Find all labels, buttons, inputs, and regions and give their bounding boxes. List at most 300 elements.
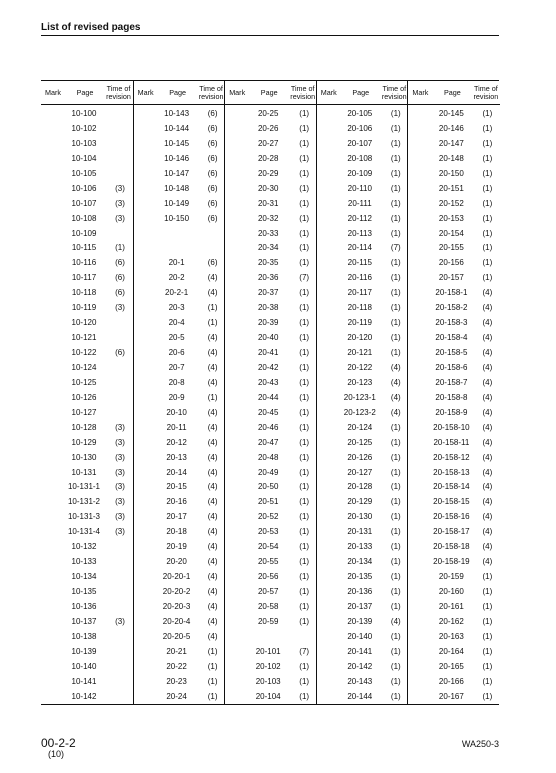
table-row (41, 660, 133, 675)
revision-cell: (6) (115, 288, 125, 298)
revision-cell: (1) (299, 348, 310, 357)
revision-cell: (6) (207, 213, 218, 223)
page-cell: 20-20-4 (162, 616, 191, 626)
page-cell: 20-158-3 (435, 318, 468, 328)
revision-cell: (1) (390, 153, 401, 163)
revision-cell: (1) (390, 542, 401, 552)
revision-cell: (1) (390, 303, 401, 313)
page-title: List of revised pages (41, 22, 141, 33)
table-row (225, 182, 317, 197)
revision-cell: (1) (482, 676, 493, 686)
revision-cell: (1) (207, 303, 218, 313)
table-row (408, 480, 500, 495)
table-row (408, 451, 500, 466)
page-cell: 20-20-2 (162, 587, 191, 596)
page-cell: 20-146 (438, 123, 464, 133)
table-row (225, 107, 317, 122)
page-cell: 20-37 (257, 288, 279, 298)
revision-cell: (1) (482, 631, 493, 641)
table-row (41, 256, 133, 271)
table-row (134, 436, 226, 451)
table-row (134, 361, 226, 376)
page-cell: 10-143 (164, 109, 190, 118)
page-cell: 10-105 (71, 168, 97, 178)
page-cell: 20-55 (257, 557, 279, 567)
table-row (408, 391, 500, 406)
table-row (41, 421, 133, 436)
table-row (225, 525, 317, 540)
table-row (225, 540, 317, 555)
table-row (317, 167, 409, 182)
revision-cell: (4) (482, 377, 493, 387)
header-mark: Mark (320, 87, 337, 97)
page-cell: 20-158-7 (435, 377, 468, 387)
revision-cell: (1) (390, 661, 401, 671)
revision-cell: (7) (299, 273, 310, 283)
page-cell: 20-165 (438, 661, 464, 671)
revision-cell: (1) (299, 168, 310, 178)
page-cell: 20-122 (347, 362, 373, 372)
page-cell: 20-101 (255, 646, 281, 656)
table-row (408, 406, 500, 421)
revision-cell: (4) (482, 362, 493, 372)
table-row (408, 316, 500, 331)
table-row (225, 241, 317, 256)
table-row (41, 301, 133, 316)
header-mark: Mark (137, 87, 154, 97)
revision-cell: (6) (207, 123, 218, 133)
page-cell: 10-139 (71, 646, 97, 656)
page-cell: 20-137 (347, 601, 373, 611)
revision-cell: (1) (482, 661, 493, 671)
table-row (134, 256, 226, 271)
page-cell: 10-107 (71, 198, 97, 208)
page-cell: 20-43 (257, 377, 279, 387)
table-row (225, 301, 317, 316)
table-row (225, 152, 317, 167)
revision-cell: (1) (299, 109, 310, 118)
page-cell: 20-123 (347, 377, 373, 387)
table-row (408, 286, 500, 301)
page-cell: 20-30 (257, 183, 279, 193)
page-cell: 20-156 (438, 258, 464, 268)
page-cell: 10-132 (71, 542, 97, 552)
table-row (134, 600, 226, 615)
table-row (317, 480, 409, 495)
table-row (225, 585, 317, 600)
revision-cell: (6) (207, 153, 218, 163)
page-cell: 20-57 (257, 587, 279, 596)
revision-cell: (7) (390, 243, 401, 253)
revision-cell: (1) (299, 482, 310, 492)
revision-cell: (4) (207, 572, 218, 582)
page-cell: 20-162 (438, 616, 464, 626)
table-row (317, 510, 409, 525)
page-cell: 20-47 (257, 437, 279, 447)
table-row (41, 152, 133, 167)
table-row (317, 525, 409, 540)
table-row (317, 645, 409, 660)
page-cell: 10-131-1 (67, 482, 101, 492)
page-cell: 20-17 (166, 512, 187, 522)
page-cell: 20-148 (438, 153, 464, 163)
revision-cell: (6) (207, 258, 218, 268)
page-cell: 20-41 (257, 348, 279, 357)
page-cell: 20-144 (347, 691, 373, 701)
column-header (408, 81, 500, 105)
revision-cell: (3) (115, 616, 125, 626)
table-row (41, 346, 133, 361)
table-row (317, 690, 409, 705)
table-row (41, 286, 133, 301)
revision-cell: (3) (115, 198, 125, 208)
table-row (408, 301, 500, 316)
revision-cell: (4) (207, 527, 218, 537)
table-row (317, 436, 409, 451)
revision-cell: (1) (482, 258, 493, 268)
table-row (317, 466, 409, 481)
page-cell: 20-150 (438, 168, 464, 178)
table-row (41, 391, 133, 406)
table-row (317, 256, 409, 271)
table-row (317, 152, 409, 167)
table-row (225, 510, 317, 525)
table-row (225, 271, 317, 286)
page-cell: 20-10 (166, 407, 187, 417)
revision-cell: (3) (115, 437, 125, 447)
revision-cell: (1) (299, 422, 310, 432)
revision-cell: (3) (115, 183, 125, 193)
table-row (134, 406, 226, 421)
revision-cell: (4) (207, 288, 218, 298)
page-cell: 20-23 (166, 676, 187, 686)
page-cell: 20-21 (166, 646, 187, 656)
table-row (317, 122, 409, 137)
revision-cell: (1) (390, 557, 401, 567)
page-cell: 20-52 (257, 512, 279, 522)
table-row (41, 376, 133, 391)
table-row (408, 645, 500, 660)
table-row (408, 167, 500, 182)
table-row (41, 361, 133, 376)
page-cell: 20-46 (257, 422, 279, 432)
table-row (134, 570, 226, 585)
page-cell: 10-146 (164, 153, 190, 163)
page-cell: 20-158-13 (433, 467, 470, 477)
page-cell: 10-118 (71, 288, 97, 298)
page-cell: 20-107 (347, 138, 373, 148)
revision-cell: (1) (207, 318, 218, 328)
page-cell: 20-159 (438, 572, 464, 582)
table-row (225, 660, 317, 675)
table-row (317, 361, 409, 376)
revision-cell: (1) (299, 288, 310, 298)
table-row (225, 167, 317, 182)
revision-cell: (3) (115, 303, 125, 313)
revision-cell: (1) (390, 676, 401, 686)
table-row (317, 212, 409, 227)
page-cell: 20-36 (257, 273, 279, 283)
revision-cell: (1) (390, 273, 401, 283)
revision-cell: (1) (299, 362, 310, 372)
page-cell: 20-158-10 (433, 422, 470, 432)
table-row (225, 256, 317, 271)
revision-cell: (4) (482, 467, 493, 477)
revision-cell: (1) (390, 333, 401, 343)
table-row (41, 630, 133, 645)
table-row (134, 690, 226, 705)
table-row (317, 241, 409, 256)
table-row (225, 227, 317, 242)
page-cell: 20-163 (438, 631, 464, 641)
table-row (408, 510, 500, 525)
table-row (317, 137, 409, 152)
table-row (134, 152, 226, 167)
revision-cell: (1) (207, 691, 218, 701)
table-row (41, 406, 133, 421)
revision-cell: (6) (207, 198, 218, 208)
table-row (41, 510, 133, 525)
page-cell: 20-110 (347, 183, 372, 193)
page-cell: 20-166 (438, 676, 464, 686)
page-cell: 20-158-6 (435, 362, 468, 372)
page-cell: 20-142 (347, 661, 373, 671)
table-row (134, 451, 226, 466)
table-row (225, 316, 317, 331)
table-row (134, 212, 226, 227)
page-cell: 20-111 (347, 198, 372, 208)
table-row (317, 406, 409, 421)
table-row (408, 466, 500, 481)
table-row (225, 391, 317, 406)
table-row (134, 675, 226, 690)
table-row (225, 675, 317, 690)
table-row (225, 630, 317, 645)
page-cell: 10-144 (164, 123, 190, 133)
table-row (225, 690, 317, 705)
table-row (408, 152, 500, 167)
revision-cell: (1) (299, 497, 310, 507)
revision-cell: (1) (390, 228, 401, 238)
table-row (408, 600, 500, 615)
table-row (317, 421, 409, 436)
page-cell: 10-150 (164, 213, 190, 223)
table-row (134, 331, 226, 346)
revision-cell: (1) (390, 646, 401, 656)
revision-cell: (1) (299, 377, 310, 387)
header-revision: Time of revision (290, 83, 316, 101)
page-cell: 20-24 (166, 691, 187, 701)
table-row (408, 197, 500, 212)
page-cell: 20-158-19 (433, 557, 470, 567)
table-row (408, 241, 500, 256)
table-row (41, 555, 133, 570)
page-cell: 20-104 (255, 691, 281, 701)
page-cell: 20-115 (347, 258, 372, 268)
page-cell: 20-158-15 (433, 497, 470, 507)
column-group-2 (133, 81, 226, 704)
page-cell: 10-108 (71, 213, 97, 223)
page-cell: 20-15 (166, 482, 187, 492)
table-row (408, 675, 500, 690)
revision-cell: (1) (482, 198, 493, 208)
page-cell: 20-155 (438, 243, 464, 253)
revision-cell: (1) (299, 616, 310, 626)
header-revision: Time of revision (381, 83, 407, 101)
table-row (225, 137, 317, 152)
revision-cell: (1) (482, 646, 493, 656)
table-row (41, 540, 133, 555)
revision-cell: (1) (299, 437, 310, 447)
page-cell: 20-18 (166, 527, 187, 537)
table-row (41, 107, 133, 122)
table-row (317, 346, 409, 361)
revision-cell: (1) (299, 691, 310, 701)
page-cell: 20-28 (257, 153, 279, 163)
table-row (134, 466, 226, 481)
table-row (41, 122, 133, 137)
page-cell: 10-102 (71, 123, 97, 133)
revision-cell: (1) (207, 676, 218, 686)
table-row (134, 555, 226, 570)
revision-cell: (4) (207, 616, 218, 626)
page-cell: 10-103 (71, 138, 97, 148)
page-cell: 20-16 (166, 497, 187, 507)
table-row (225, 495, 317, 510)
revision-cell: (4) (390, 407, 401, 417)
page-cell: 20-158-17 (433, 527, 470, 537)
page-cell: 20-59 (257, 616, 279, 626)
page-cell: 20-9 (168, 392, 185, 402)
page-cell: 20-20-1 (162, 572, 191, 582)
revision-cell: (1) (299, 228, 310, 238)
table-row (317, 316, 409, 331)
table-row (317, 615, 409, 630)
table-row (41, 197, 133, 212)
page-cell: 20-158-8 (435, 392, 468, 402)
table-row (41, 212, 133, 227)
table-row (225, 570, 317, 585)
page-cell: 20-124 (347, 422, 373, 432)
table-row (225, 421, 317, 436)
page-cell: 10-130 (71, 452, 97, 462)
table-row (134, 660, 226, 675)
revision-cell: (6) (115, 348, 125, 357)
page-cell: 20-22 (166, 661, 187, 671)
table-row (408, 122, 500, 137)
page-cell: 20-118 (347, 303, 372, 313)
page-cell: 10-140 (71, 661, 97, 671)
revision-cell: (1) (299, 258, 310, 268)
page-cell: 20-40 (257, 333, 279, 343)
column-group-5 (407, 81, 500, 704)
revision-cell: (4) (390, 362, 401, 372)
table-row (317, 585, 409, 600)
page-cell: 10-104 (71, 153, 97, 163)
revision-cell: (1) (482, 572, 493, 582)
page-cell: 20-1 (168, 258, 185, 268)
table-row (225, 331, 317, 346)
page-cell: 20-2-1 (165, 288, 189, 298)
revision-cell: (1) (390, 631, 401, 641)
table-row (41, 495, 133, 510)
revision-cell: (3) (115, 452, 125, 462)
table-row (134, 645, 226, 660)
revision-cell: (4) (482, 288, 493, 298)
revision-cell: (4) (482, 422, 493, 432)
page-cell: 20-152 (438, 198, 464, 208)
page-cell: 20-44 (257, 392, 279, 402)
page-cell: 20-126 (347, 452, 373, 462)
table-row (134, 540, 226, 555)
revision-cell: (4) (207, 587, 218, 596)
page-cell: 20-35 (257, 258, 279, 268)
revision-cell: (1) (390, 318, 401, 328)
table-row (317, 495, 409, 510)
table-row (225, 346, 317, 361)
page-cell: 20-123-1 (343, 392, 376, 402)
revision-cell: (4) (482, 318, 493, 328)
table-row (134, 167, 226, 182)
page-cell: 20-51 (257, 497, 279, 507)
page-cell: 20-128 (347, 482, 373, 492)
page-cell: 10-145 (164, 138, 190, 148)
revision-cell: (1) (390, 422, 401, 432)
page-cell: 20-158-1 (435, 288, 468, 298)
page-cell: 20-6 (168, 348, 185, 357)
page-cell: 20-29 (257, 168, 279, 178)
table-row (134, 286, 226, 301)
table-row (41, 451, 133, 466)
table-row (41, 182, 133, 197)
revision-cell: (1) (207, 661, 218, 671)
page-cell: 20-157 (438, 273, 464, 283)
revision-cell: (1) (482, 228, 493, 238)
table-row (41, 600, 133, 615)
table-row (41, 241, 133, 256)
revision-cell: (6) (115, 258, 125, 268)
table-row (225, 615, 317, 630)
page-cell: 20-127 (347, 467, 373, 477)
page-cell: 10-137 (71, 616, 97, 626)
revision-cell: (1) (299, 318, 310, 328)
table-row (317, 675, 409, 690)
revision-cell: (4) (207, 482, 218, 492)
revision-cell: (4) (482, 452, 493, 462)
table-row (134, 137, 226, 152)
page-cell: 10-136 (71, 601, 97, 611)
table-row (225, 451, 317, 466)
page-cell: 20-5 (168, 333, 185, 343)
revision-cell: (4) (207, 497, 218, 507)
table-row (41, 570, 133, 585)
page-cell: 20-33 (257, 228, 279, 238)
page-cell: 20-154 (438, 228, 464, 238)
revision-cell: (1) (482, 601, 493, 611)
revision-cell: (1) (299, 557, 310, 567)
page-cell: 20-123-2 (343, 407, 376, 417)
revision-cell: (3) (115, 497, 125, 507)
revision-cell: (4) (482, 333, 493, 343)
table-row (408, 182, 500, 197)
page-cell: 20-119 (347, 318, 372, 328)
table-row (408, 615, 500, 630)
page-cell: 20-133 (347, 542, 373, 552)
revision-cell: (1) (299, 601, 310, 611)
revision-cell: (4) (482, 303, 493, 313)
revision-cell: (1) (390, 437, 401, 447)
revision-cell: (1) (299, 661, 310, 671)
